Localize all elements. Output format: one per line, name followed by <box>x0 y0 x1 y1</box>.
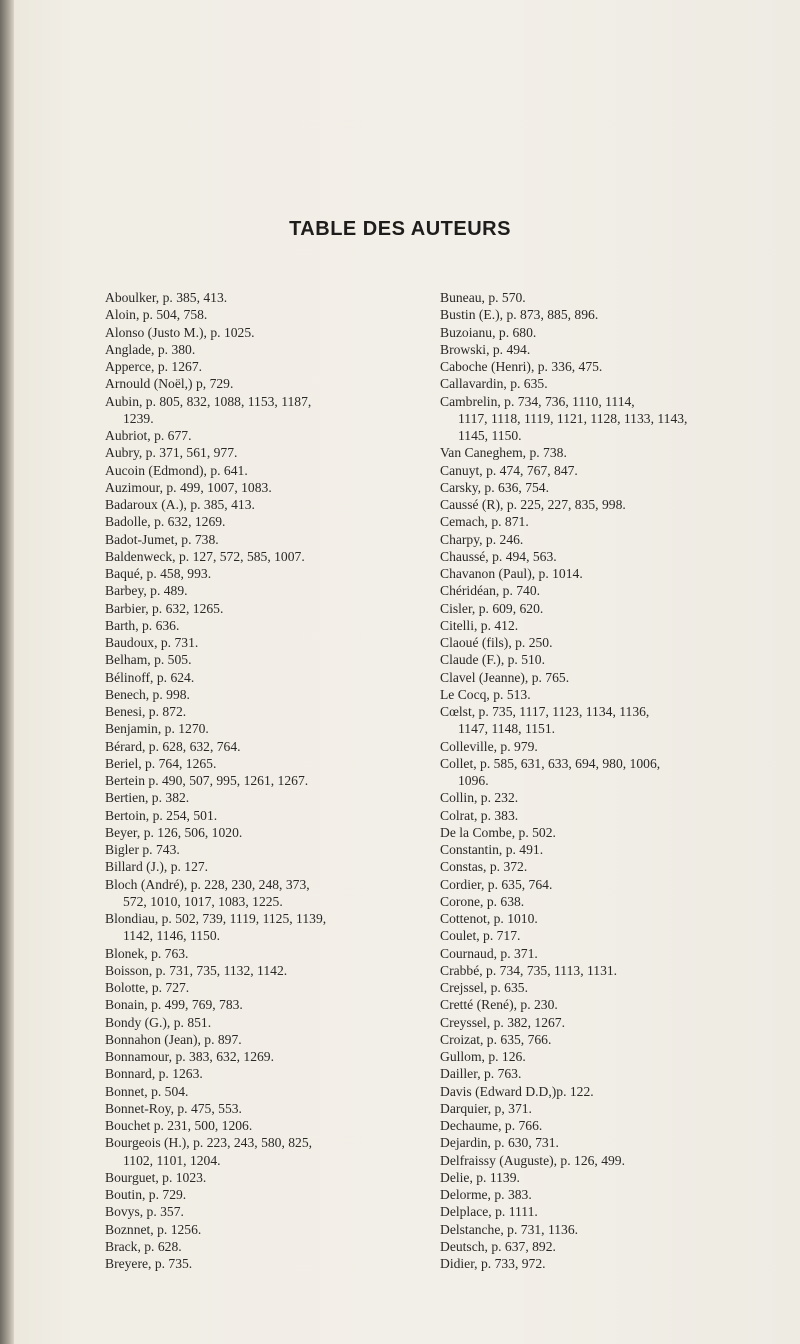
index-entry: Bertoin, p. 254, 501. <box>105 807 218 823</box>
index-entry: Aucoin (Edmond), p. 641. <box>105 462 248 478</box>
index-entry-continuation: 1239. <box>123 410 154 426</box>
index-entry: Delstanche, p. 731, 1136. <box>440 1221 579 1237</box>
index-entry-continuation: 1102, 1101, 1204. <box>123 1152 221 1168</box>
index-entry: Arnould (Noël,) p, 729. <box>105 376 234 392</box>
index-entry: Aboulker, p. 385, 413. <box>105 290 228 305</box>
index-entry: Bélinoff, p. 624. <box>105 669 195 685</box>
index-entry: Caussé (R), p. 225, 227, 835, 998. <box>440 497 626 512</box>
index-entry: Breyere, p. 735. <box>105 1256 193 1271</box>
index-entry: Cambrelin, p. 734, 736, 1110, 1114, <box>440 393 635 409</box>
index-entry: Callavardin, p. 635. <box>440 376 548 392</box>
index-entry: Delfraissy (Auguste), p. 126, 499. <box>440 1152 625 1168</box>
index-entry: Didier, p. 733, 972. <box>440 1256 546 1271</box>
index-entry: Bovys, p. 357. <box>105 1204 184 1220</box>
index-entry: Claude (F.), p. 510. <box>440 652 546 668</box>
index-entry: Badolle, p. 632, 1269. <box>105 514 226 530</box>
index-entry: Citelli, p. 412. <box>440 617 519 633</box>
index-entry: Cordier, p. 635, 764. <box>440 876 553 892</box>
index-entry: Deutsch, p. 637, 892. <box>440 1238 556 1254</box>
index-entry: Alonso (Justo M.), p. 1025. <box>105 324 255 340</box>
index-entry: Barth, p. 636. <box>105 617 180 633</box>
index-entry: Bérard, p. 628, 632, 764. <box>105 738 241 754</box>
index-entry: Cottenot, p. 1010. <box>440 911 538 926</box>
index-entry: Belham, p. 505. <box>105 652 192 668</box>
index-entry: Bertein p. 490, 507, 995, 1261, 1267. <box>105 773 309 788</box>
index-entry: Corone, p. 638. <box>440 893 525 909</box>
index-entry: Dejardin, p. 630, 731. <box>440 1135 559 1151</box>
index-entry: Bonnamour, p. 383, 632, 1269. <box>105 1049 274 1064</box>
index-entry: Delie, p. 1139. <box>440 1169 520 1185</box>
index-entry: Bertien, p. 382. <box>105 790 190 806</box>
index-entry: Chavanon (Paul), p. 1014. <box>440 566 583 581</box>
index-entry: Buzoianu, p. 680. <box>440 324 537 340</box>
index-entry-continuation: 1147, 1148, 1151. <box>458 721 556 737</box>
index-entry: Bolotte, p. 727. <box>105 980 190 995</box>
index-entry: Bondy (G.), p. 851. <box>105 1014 212 1030</box>
index-entry: Aubry, p. 371, 561, 977. <box>105 445 238 461</box>
index-entry: Bigler p. 743. <box>105 842 180 857</box>
index-entry: Davis (Edward D.D,)p. 122. <box>440 1083 594 1099</box>
index-entry-continuation: 1096. <box>458 773 489 788</box>
index-entry: Bourgeois (H.), p. 223, 243, 580, 825, <box>105 1135 313 1151</box>
index-entry: Coulet, p. 717. <box>440 928 521 944</box>
index-entry: Constas, p. 372. <box>440 859 528 875</box>
index-entry: Beriel, p. 764, 1265. <box>105 755 217 771</box>
index-entry: Dechaume, p. 766. <box>440 1118 543 1133</box>
index-entry: Anglade, p. 380. <box>105 341 196 357</box>
index-entry-continuation: 1117, 1118, 1119, 1121, 1128, 1133, 1143, <box>458 410 688 426</box>
index-entry: Cisler, p. 609, 620. <box>440 600 544 616</box>
index-entry: Blondiau, p. 502, 739, 1119, 1125, 1139, <box>105 911 327 926</box>
index-entry: Carsky, p. 636, 754. <box>440 479 549 495</box>
index-entry-continuation: 572, 1010, 1017, 1083, 1225. <box>123 893 283 909</box>
index-entry: Collin, p. 232. <box>440 790 519 806</box>
index-entry: Colleville, p. 979. <box>440 738 538 754</box>
index-entry: Croizat, p. 635, 766. <box>440 1031 552 1047</box>
index-entry: Canuyt, p. 474, 767, 847. <box>440 462 578 478</box>
page-title: TABLE DES AUTEURS <box>289 218 511 240</box>
index-entry: Badaroux (A.), p. 385, 413. <box>105 497 255 512</box>
index-entry-continuation: 1145, 1150. <box>458 428 522 443</box>
index-entry: Baudoux, p. 731. <box>105 635 199 650</box>
index-entry: Cournaud, p. 371. <box>440 945 538 961</box>
index-entry: Barbier, p. 632, 1265. <box>105 600 224 616</box>
index-entry: Charpy, p. 246. <box>440 531 524 547</box>
index-entry: Aubin, p. 805, 832, 1088, 1153, 1187, <box>105 393 312 409</box>
index-entry: Auzimour, p. 499, 1007, 1083. <box>105 479 272 495</box>
index-entry-continuation: 1142, 1146, 1150. <box>123 928 221 944</box>
index-entry: Benjamin, p. 1270. <box>105 721 209 737</box>
index-entry: Bonnet, p. 504. <box>105 1083 189 1099</box>
index-entry: Boisson, p. 731, 735, 1132, 1142. <box>105 962 288 978</box>
index-entry: Buneau, p. 570. <box>440 290 526 305</box>
index-entry: Van Caneghem, p. 738. <box>440 445 567 461</box>
index-entry: Clavel (Jeanne), p. 765. <box>440 669 570 685</box>
index-entry: Aubriot, p. 677. <box>105 428 192 443</box>
index-entry: Bonnard, p. 1263. <box>105 1066 203 1082</box>
index-entry: Colrat, p. 383. <box>440 807 519 823</box>
index-entry: Claoué (fils), p. 250. <box>440 635 553 650</box>
index-entry: Benech, p. 998. <box>105 686 190 702</box>
index-entry: Dailler, p. 763. <box>440 1066 522 1082</box>
index-entry: Collet, p. 585, 631, 633, 694, 980, 1006, <box>440 755 661 771</box>
index-entry: Baldenweck, p. 127, 572, 585, 1007. <box>105 548 305 564</box>
index-entry: Boznnet, p. 1256. <box>105 1221 202 1237</box>
index-entry: Cretté (René), p. 230. <box>440 997 558 1013</box>
index-entry: Aloin, p. 504, 758. <box>105 307 208 323</box>
index-entry: Bustin (E.), p. 873, 885, 896. <box>440 307 599 323</box>
index-entry: Baqué, p. 458, 993. <box>105 566 212 581</box>
index-entry: Delplace, p. 1111. <box>440 1204 538 1220</box>
index-entry: Beyer, p. 126, 506, 1020. <box>105 824 243 840</box>
index-entry: Browski, p. 494. <box>440 341 531 357</box>
index-entry: Chaussé, p. 494, 563. <box>440 548 557 564</box>
index-entry: Bonnet-Roy, p. 475, 553. <box>105 1100 242 1116</box>
book-binding-edge <box>0 0 14 1344</box>
index-entry: Bonnahon (Jean), p. 897. <box>105 1031 242 1047</box>
index-entry: Cœlst, p. 735, 1117, 1123, 1134, 1136, <box>440 704 650 719</box>
index-entry: Le Cocq, p. 513. <box>440 686 531 702</box>
index-entry: Creyssel, p. 382, 1267. <box>440 1014 565 1030</box>
index-entry: Darquier, p, 371. <box>440 1100 532 1116</box>
index-entry: Brack, p. 628. <box>105 1238 182 1254</box>
index-entry: Billard (J.), p. 127. <box>105 859 209 875</box>
index-entry: Bourguet, p. 1023. <box>105 1169 207 1185</box>
index-entry: Bonain, p. 499, 769, 783. <box>105 997 243 1013</box>
index-entry: Benesi, p. 872. <box>105 704 187 719</box>
index-entry: Crabbé, p. 734, 735, 1113, 1131. <box>440 962 618 978</box>
index-entry: Bouchet p. 231, 500, 1206. <box>105 1118 253 1133</box>
index-entry: Cemach, p. 871. <box>440 514 529 530</box>
index-entry: Boutin, p. 729. <box>105 1187 187 1202</box>
index-entry: Delorme, p. 383. <box>440 1187 532 1202</box>
index-entry: Chéridéan, p. 740. <box>440 583 541 599</box>
index-entry: Badot-Jumet, p. 738. <box>105 531 219 547</box>
index-entry: De la Combe, p. 502. <box>440 824 556 840</box>
index-entry: Caboche (Henri), p. 336, 475. <box>440 359 603 374</box>
index-entry: Crejssel, p. 635. <box>440 980 528 995</box>
index-entry: Apperce, p. 1267. <box>105 359 203 374</box>
index-entry: Bloch (André), p. 228, 230, 248, 373, <box>105 876 310 892</box>
author-index-left-column <box>105 289 405 1272</box>
index-entry: Gullom, p. 126. <box>440 1049 526 1064</box>
index-entry: Constantin, p. 491. <box>440 842 544 857</box>
index-entry: Blonek, p. 763. <box>105 945 189 961</box>
index-entry: Barbey, p. 489. <box>105 583 188 599</box>
author-index-right-column <box>440 289 770 1272</box>
